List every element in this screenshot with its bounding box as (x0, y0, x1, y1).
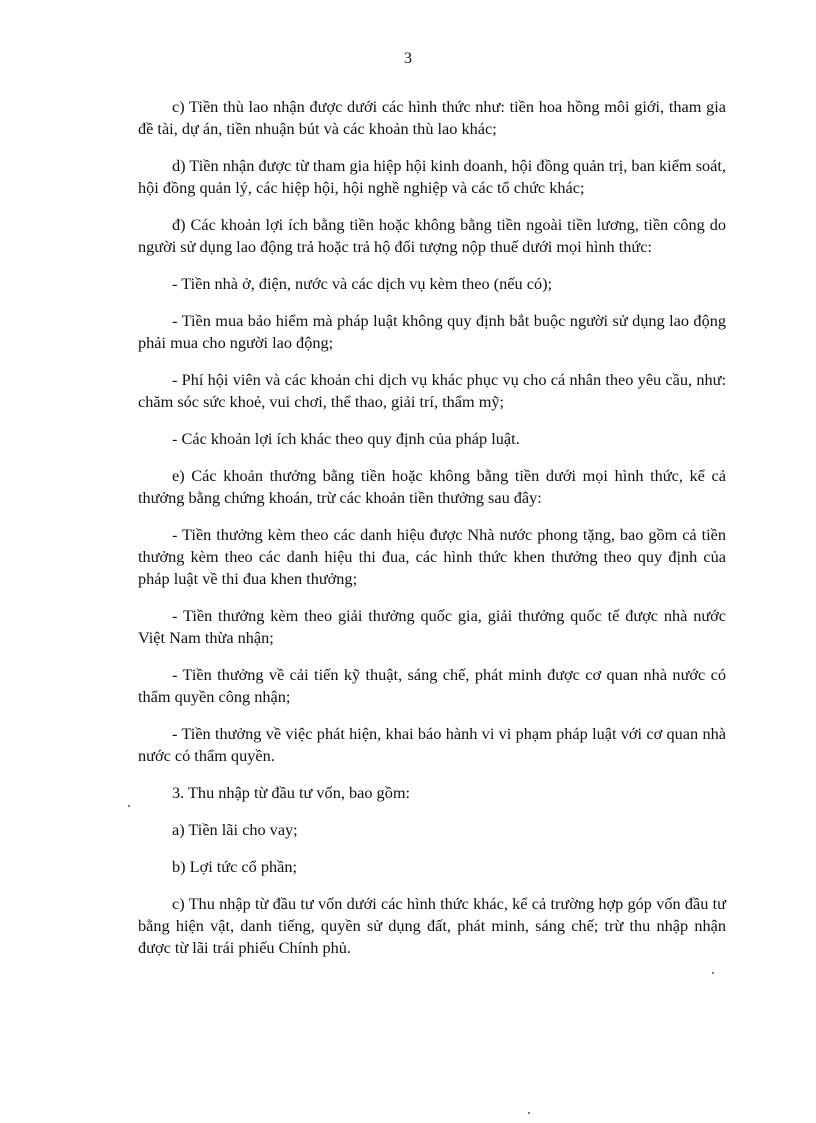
paragraph-c-remuneration: c) Tiền thù lao nhận được dưới các hình thức như: tiền hoa hồng môi giới, tham gia đề tài, dự án, tiền nhuận bút và các khoản thù lao khác; (138, 97, 726, 138)
list-item-membership-fees: - Phí hội viên và các khoản chi dịch vụ khác phục vụ cho cá nhân theo yêu cầu, như: chăm sóc sức khoẻ, vui chơi, thể thao, giải trí, thẩm mỹ; (138, 370, 726, 411)
paragraph-c-investment-income: c) Thu nhập từ đầu tư vốn dưới các hình thức khác, kể cả trường hợp góp vốn đầu tư bằng hiện vật, danh tiếng, quyền sử dụng đất, phát minh, sáng chế; trừ thu nhập nhận được từ lãi trái phiếu Chính phủ. (138, 894, 726, 957)
list-item-violation-report-bonus: - Tiền thưởng về việc phát hiện, khai báo hành vi vi phạm pháp luật với cơ quan nhà nước có thẩm quyền. (138, 724, 726, 765)
section-3-heading: 3. Thu nhập từ đầu tư vốn, bao gồm: (172, 783, 411, 802)
list-item-national-award-bonus: - Tiền thưởng kèm theo giải thưởng quốc gia, giải thưởng quốc tế được nhà nước Việt Nam thừa nhận; (138, 606, 726, 647)
list-item-housing: - Tiền nhà ở, điện, nước và các dịch vụ kèm theo (nếu có); (172, 274, 553, 293)
scan-speck (128, 805, 130, 807)
list-item-innovation-bonus: - Tiền thưởng về cải tiến kỹ thuật, sáng chế, phát minh được cơ quan nhà nước có thẩm quyền công nhận; (138, 665, 726, 706)
list-item-insurance: - Tiền mua bảo hiểm mà pháp luật không quy định bắt buộc người sử dụng lao động phải mua cho người lao động; (138, 311, 726, 352)
list-item-dividends: b) Lợi tức cổ phần; (172, 857, 298, 876)
scan-speck (528, 1112, 530, 1114)
scan-speck (712, 972, 714, 974)
list-item-loan-interest: a) Tiền lãi cho vay; (172, 820, 298, 839)
list-item-state-titles-bonus: - Tiền thưởng kèm theo các danh hiệu được Nhà nước phong tặng, bao gồm cả tiền thưởng kèm theo các danh hiệu thi đua, các hình thức khen thưởng theo quy định của pháp luật về thi đua khen thưởng; (138, 525, 726, 588)
document-body (138, 96, 726, 974)
paragraph-dd-benefits: đ) Các khoản lợi ích bằng tiền hoặc không bằng tiền ngoài tiền lương, tiền công do người sử dụng lao động trả hoặc trả hộ đối tượng nộp thuế dưới mọi hình thức: (138, 215, 726, 256)
paragraph-d-association-income: d) Tiền nhận được từ tham gia hiệp hội kinh doanh, hội đồng quản trị, ban kiểm soát, hội đồng quản lý, các hiệp hội, hội nghề nghiệp và các tổ chức khác; (138, 156, 726, 197)
page-number: 3 (404, 50, 412, 67)
list-item-other-benefits: - Các khoản lợi ích khác theo quy định của pháp luật. (172, 429, 520, 448)
paragraph-e-bonuses: e) Các khoản thưởng bằng tiền hoặc không bằng tiền dưới mọi hình thức, kể cả thưởng bằng chứng khoán, trừ các khoản tiền thưởng sau đây: (138, 466, 726, 507)
